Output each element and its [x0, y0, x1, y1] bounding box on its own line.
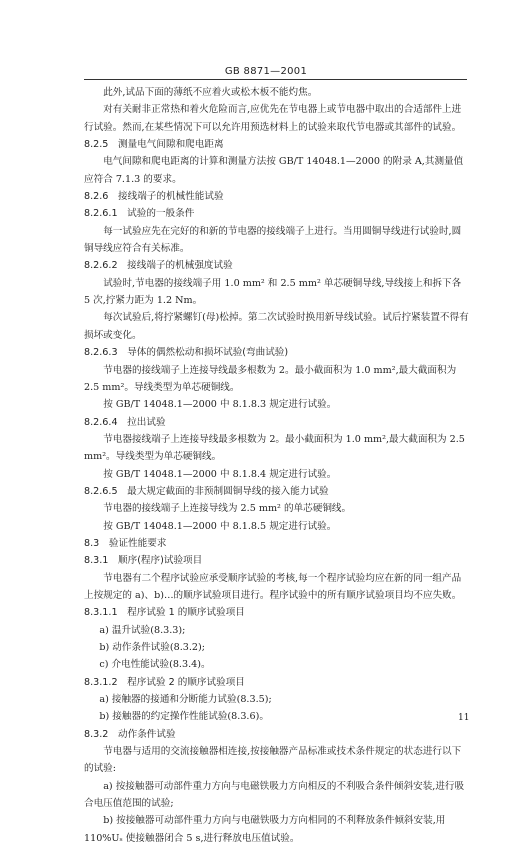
- paragraph: 试验时,节电器的接线端子用 1.0 mm² 和 2.5 mm² 单芯硬铜导线,导线接上和拆下各 5 次,拧紧力距为 1.2 Nm。: [84, 277, 462, 307]
- section-heading: 8.2.6.5 最大规定截面的非预制圆铜导线的接入能力试验: [84, 485, 329, 497]
- section-heading: 8.3.1.1 程序试验 1 的顺序试验项目: [84, 607, 245, 619]
- paragraph: 每次试验后,将拧紧螺钉(母)松掉。第二次试验时换用新导线试验。试后拧紧装置不得有损坏或变化。: [84, 312, 469, 341]
- section-heading: 8.2.6 接线端子的机械性能试验: [84, 191, 224, 203]
- paragraph: 节电器的接线端子上连接导线最多根数为 2。最小截面积为 1.0 mm²,最大截面积为 2.5 mm²。导线类型为单芯硬铜线。: [84, 364, 457, 393]
- page-number: 11: [458, 713, 470, 723]
- paragraph: 按 GB/T 14048.1—2000 中 8.1.8.3 规定进行试验。: [103, 399, 337, 411]
- list-item: b) 动作条件试验(8.3.2);: [99, 642, 205, 653]
- list-item: a) 接触器的接通和分断能力试验(8.3.5);: [99, 694, 272, 706]
- paragraph: b) 按接触器可动部件重力方向与电磁铁吸力方向相同的不利释放条件倾斜安装,用 110%Uₛ 使接触器闭合 5 s,进行释放电压值试验。: [84, 815, 446, 844]
- paragraph: 按 GB/T 14048.1—2000 中 8.1.8.4 规定进行试验。: [103, 468, 337, 480]
- paragraph: 此外,试品下面的薄纸不应着火或松木板不能灼焦。: [103, 87, 318, 98]
- section-heading: 8.2.6.2 接线端子的机械强度试验: [84, 260, 233, 272]
- paragraph: 电气间隙和爬电距离的计算和测量方法按 GB/T 14048.1—2000 的附录 A,其测量值应符合 7.1.3 的要求。: [84, 156, 464, 185]
- paragraph: a) 按接触器可动部件重力方向与电磁铁吸力方向相反的不利吸合条件倾斜安装,进行吸合电压值范围的试验;: [84, 780, 465, 810]
- paragraph: 节电器接线端子上连接导线最多根数为 2。最小截面积为 1.0 mm²,最大截面积为 2.5 mm²。导线类型为单芯硬铜线。: [84, 433, 465, 463]
- section-heading: 8.3.1 顺序(程序)试验项目: [84, 555, 203, 567]
- paragraph: 节电器有二个程序试验应承受顺序试验的考核,每一个程序试验均应在新的同一组产品上按规定的 a)、b)…的顺序试验项目进行。程序试验中的所有顺序试验项目均不应失败。: [84, 572, 462, 601]
- paragraph: 节电器的接线端子上连接导线为 2.5 mm² 的单芯硬铜线。: [103, 503, 352, 515]
- paragraph: 节电器与适用的交流接触器相连接,按接触器产品标准或技术条件规定的状态进行以下的试验:: [84, 746, 462, 775]
- section-heading: 8.3.1.2 程序试验 2 的顺序试验项目: [84, 676, 245, 688]
- section-heading: 8.2.6.3 导体的偶然松动和损坏试验(弯曲试验): [84, 347, 289, 359]
- paragraph: 按 GB/T 14048.1—2000 中 8.1.8.5 规定进行试验。: [103, 520, 337, 532]
- page-body: [84, 84, 470, 847]
- document-header: GB 8871—2001: [224, 66, 308, 77]
- paragraph: 每一试验应先在完好的和新的节电器的接线端子上进行。当用圆铜导线进行试验时,圆铜导线应符合有关标准。: [84, 225, 462, 255]
- section-heading: 8.3.2 动作条件试验: [84, 728, 176, 740]
- section-heading: 8.2.6.4 拉出试验: [84, 416, 166, 428]
- list-item: a) 温升试验(8.3.3);: [99, 624, 186, 636]
- list-item: c) 介电性能试验(8.3.4)。: [99, 659, 211, 671]
- list-item: b) 接触器的约定操作性能试验(8.3.6)。: [99, 711, 269, 723]
- header-rule: [84, 79, 467, 80]
- section-heading: 8.2.6.1 试验的一般条件: [84, 208, 195, 220]
- section-heading: 8.2.5 测量电气间隙和爬电距离: [84, 139, 224, 151]
- section-heading: 8.3 验证性能要求: [84, 537, 167, 549]
- paragraph: 对有关耐非正常热和着火危险而言,应优先在节电器上或节电器中取出的合适部件上进行试验。然而,在某些情况下可以允许用预选材料上的试验来取代节电器或其部件的试验。: [84, 104, 462, 133]
